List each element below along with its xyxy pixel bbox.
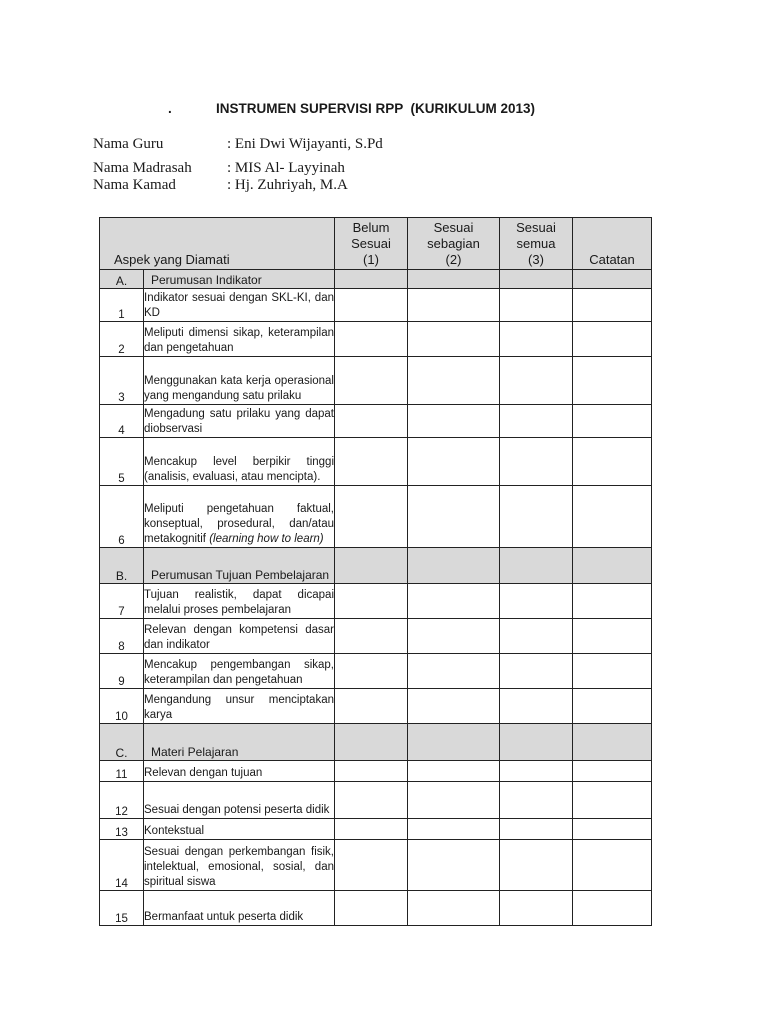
info-label: Nama Guru <box>93 136 164 152</box>
title-text: INSTRUMEN SUPERVISI RPP (KURIKULUM 2013) <box>216 101 536 116</box>
belum-cell[interactable] <box>335 357 408 405</box>
table-row <box>100 619 652 654</box>
catatan-cell[interactable] <box>573 689 652 724</box>
sebagian-cell[interactable] <box>408 405 500 438</box>
item-number: 8 <box>100 619 144 654</box>
item-description: Bermanfaat untuk peserta didik <box>144 891 335 926</box>
item-description: Relevan dengan tujuan <box>144 761 335 782</box>
section-row-c <box>100 724 652 761</box>
info-value: : Eni Dwi Wijayanti, S.Pd <box>227 136 383 152</box>
sebagian-cell[interactable] <box>408 438 500 486</box>
info-label: Nama Kamad <box>93 177 176 193</box>
sebagian-cell[interactable] <box>408 724 500 761</box>
header-line: Sesuai <box>433 220 474 235</box>
supervision-table <box>99 217 652 926</box>
belum-cell[interactable] <box>335 584 408 619</box>
semua-cell[interactable] <box>500 438 573 486</box>
section-row-b <box>100 548 652 584</box>
item-description: Meliputi dimensi sikap, keterampilan dan pengetahuan <box>144 322 335 357</box>
section-code: B. <box>100 548 144 584</box>
item-description: Tujuan realistik, dapat dicapai melalui proses pembelajaran <box>144 584 335 619</box>
catatan-cell[interactable] <box>573 782 652 819</box>
item-description: Sesuai dengan potensi peserta didik <box>144 782 335 819</box>
belum-cell[interactable] <box>335 405 408 438</box>
belum-cell[interactable] <box>335 761 408 782</box>
header-line: sebagian <box>427 236 480 251</box>
table-row <box>100 782 652 819</box>
belum-cell[interactable] <box>335 840 408 891</box>
catatan-cell[interactable] <box>573 270 652 289</box>
semua-cell[interactable] <box>500 724 573 761</box>
sebagian-cell[interactable] <box>408 486 500 548</box>
semua-cell[interactable] <box>500 654 573 689</box>
header-line: Belum <box>352 220 390 235</box>
catatan-cell[interactable] <box>573 405 652 438</box>
semua-cell[interactable] <box>500 584 573 619</box>
belum-cell[interactable] <box>335 486 408 548</box>
table-row <box>100 584 652 619</box>
sebagian-cell[interactable] <box>408 548 500 584</box>
info-value: : Hj. Zuhriyah, M.A <box>227 177 348 193</box>
item-number: 9 <box>100 654 144 689</box>
info-value: : MIS Al- Layyinah <box>227 160 345 176</box>
semua-cell[interactable] <box>500 761 573 782</box>
item-description <box>144 486 335 548</box>
header-line: (3) <box>528 252 544 267</box>
catatan-cell[interactable] <box>573 654 652 689</box>
sebagian-cell[interactable] <box>408 322 500 357</box>
belum-cell[interactable] <box>335 289 408 322</box>
item-number: 15 <box>100 891 144 926</box>
item-text: Meliputi pengetahuan faktual, konseptual, prosedural, dan/atau metakognitif <box>144 503 334 545</box>
semua-cell[interactable] <box>500 289 573 322</box>
item-description: Mencakup pengembangan sikap, keterampilan dan pengetahuan <box>144 654 335 689</box>
sebagian-cell[interactable] <box>408 619 500 654</box>
item-number: 11 <box>100 761 144 782</box>
item-number: 5 <box>100 438 144 486</box>
item-text-italic: (learning how to learn) <box>209 533 324 545</box>
item-description: Relevan dengan kompetensi dasar dan indikator <box>144 619 335 654</box>
table-row <box>100 689 652 724</box>
header-line: semua <box>516 236 556 251</box>
semua-cell[interactable] <box>500 405 573 438</box>
sebagian-cell[interactable] <box>408 782 500 819</box>
semua-cell[interactable] <box>500 689 573 724</box>
table-row <box>100 486 652 548</box>
header-belum-sesuai <box>335 218 408 270</box>
section-code: C. <box>100 724 144 761</box>
header-line: Sesuai <box>351 236 391 251</box>
sebagian-cell[interactable] <box>408 270 500 289</box>
item-number: 7 <box>100 584 144 619</box>
section-name: Materi Pelajaran <box>144 724 335 761</box>
catatan-cell[interactable] <box>573 819 652 840</box>
belum-cell[interactable] <box>335 322 408 357</box>
catatan-cell[interactable] <box>573 840 652 891</box>
catatan-cell[interactable] <box>573 438 652 486</box>
section-name: Perumusan Tujuan Pembelajaran <box>144 548 335 584</box>
table-row <box>100 654 652 689</box>
catatan-cell[interactable] <box>573 548 652 584</box>
catatan-cell[interactable] <box>573 761 652 782</box>
semua-cell[interactable] <box>500 548 573 584</box>
item-description: Menggunakan kata kerja operasional yang mengandung satu prilaku <box>144 357 335 405</box>
sebagian-cell[interactable] <box>408 891 500 926</box>
item-description: Kontekstual <box>144 819 335 840</box>
header-line: (2) <box>445 252 462 267</box>
item-description: Mengadung satu prilaku yang dapat diobservasi <box>144 405 335 438</box>
item-number: 13 <box>100 819 144 840</box>
belum-cell[interactable] <box>335 270 408 289</box>
semua-cell[interactable] <box>500 270 573 289</box>
belum-cell[interactable] <box>335 689 408 724</box>
section-code: A. <box>100 270 144 289</box>
sebagian-cell[interactable] <box>408 584 500 619</box>
belum-cell[interactable] <box>335 654 408 689</box>
item-number: 3 <box>100 357 144 405</box>
sebagian-cell[interactable] <box>408 761 500 782</box>
item-number: 4 <box>100 405 144 438</box>
item-description: Sesuai dengan perkembangan fisik, intelektual, emosional, sosial, dan spiritual siswa <box>144 840 335 891</box>
item-description: Mengandung unsur menciptakan karya <box>144 689 335 724</box>
table-row <box>100 891 652 926</box>
belum-cell[interactable] <box>335 724 408 761</box>
semua-cell[interactable] <box>500 819 573 840</box>
belum-cell[interactable] <box>335 891 408 926</box>
header-line: (1) <box>363 252 379 267</box>
header-sesuai-semua <box>500 218 573 270</box>
belum-cell[interactable] <box>335 438 408 486</box>
table-row <box>100 405 652 438</box>
catatan-cell[interactable] <box>573 289 652 322</box>
catatan-cell[interactable] <box>573 584 652 619</box>
sebagian-cell[interactable] <box>408 654 500 689</box>
belum-cell[interactable] <box>335 819 408 840</box>
item-number: 2 <box>100 322 144 357</box>
table-row <box>100 357 652 405</box>
item-number: 12 <box>100 782 144 819</box>
sebagian-cell[interactable] <box>408 689 500 724</box>
table-row <box>100 322 652 357</box>
catatan-cell[interactable] <box>573 891 652 926</box>
table-row <box>100 840 652 891</box>
sebagian-cell[interactable] <box>408 840 500 891</box>
title-prefix: . <box>168 101 172 116</box>
sebagian-cell[interactable] <box>408 819 500 840</box>
item-description: Indikator sesuai dengan SKL-KI, dan KD <box>144 289 335 322</box>
section-name: Perumusan Indikator <box>144 270 335 289</box>
item-number: 6 <box>100 486 144 548</box>
table-row <box>100 438 652 486</box>
table-row <box>100 289 652 322</box>
item-number: 1 <box>100 289 144 322</box>
header-sesuai-sebagian <box>408 218 500 270</box>
header-catatan: Catatan <box>573 218 652 270</box>
table-row <box>100 761 652 782</box>
header-row <box>100 218 652 270</box>
semua-cell[interactable] <box>500 782 573 819</box>
section-row-a <box>100 270 652 289</box>
table-row <box>100 819 652 840</box>
belum-cell[interactable] <box>335 782 408 819</box>
catatan-cell[interactable] <box>573 619 652 654</box>
catatan-cell[interactable] <box>573 724 652 761</box>
header-line: Sesuai <box>516 220 556 235</box>
item-number: 14 <box>100 840 144 891</box>
catatan-cell[interactable] <box>573 486 652 548</box>
catatan-cell[interactable] <box>573 357 652 405</box>
semua-cell[interactable] <box>500 486 573 548</box>
semua-cell[interactable] <box>500 840 573 891</box>
item-description: Mencakup level berpikir tinggi (analisis, evaluasi, atau mencipta). <box>144 438 335 486</box>
sebagian-cell[interactable] <box>408 357 500 405</box>
sebagian-cell[interactable] <box>408 289 500 322</box>
header-aspek: Aspek yang Diamati <box>100 218 335 270</box>
semua-cell[interactable] <box>500 357 573 405</box>
catatan-cell[interactable] <box>573 322 652 357</box>
semua-cell[interactable] <box>500 322 573 357</box>
belum-cell[interactable] <box>335 619 408 654</box>
semua-cell[interactable] <box>500 891 573 926</box>
belum-cell[interactable] <box>335 548 408 584</box>
item-number: 10 <box>100 689 144 724</box>
info-label: Nama Madrasah <box>93 160 192 176</box>
semua-cell[interactable] <box>500 619 573 654</box>
